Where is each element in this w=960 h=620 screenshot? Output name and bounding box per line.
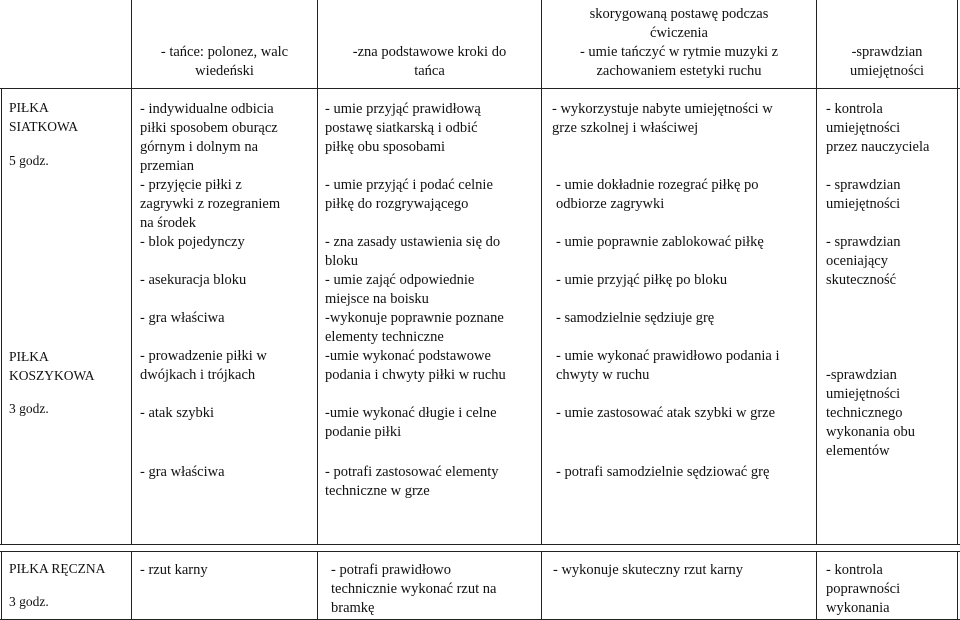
text-line: zachowaniem estetyki ruchu [596, 63, 762, 79]
text-line: -umie wykonać podstawowe [325, 348, 491, 364]
requirements-line [325, 463, 539, 501]
text-line: - blok pojedynczy [140, 234, 245, 250]
extended-line [556, 309, 814, 328]
assessment-line [826, 366, 956, 461]
text-line: umiejętności [826, 120, 901, 136]
text-line: podanie piłki [325, 424, 402, 440]
text-line: -zna podstawowe kroki do [352, 44, 507, 60]
assessment-cell [826, 100, 956, 157]
text-line: umiejętności [826, 386, 901, 402]
text-line: wykonania [826, 600, 890, 616]
text-line: umiejętności [826, 196, 901, 212]
assessment-cell [826, 561, 956, 618]
section-name: PIŁKA RĘCZNA [9, 561, 106, 576]
text-line: - rzut karny [140, 562, 208, 578]
text-line: przemian [140, 158, 194, 174]
text-line: - umie zastosować atak szybki w grze [556, 405, 776, 421]
text-line: piłki sposobem oburącz [140, 120, 278, 136]
text-line: górnym i dolnym na [140, 139, 259, 155]
top-requirements-cell [318, 43, 541, 81]
text-line: - prowadzenie piłki w [140, 348, 267, 364]
content-line [140, 309, 315, 328]
table-rule [957, 551, 958, 620]
extended-line [556, 404, 814, 423]
text-line: - umie przyjąć i podać celnie [325, 177, 493, 193]
text-line: - umie zająć odpowiednie [325, 272, 475, 288]
table-rule [816, 551, 817, 620]
text-line: odbiorze zagrywki [556, 196, 665, 212]
table-rule [1, 88, 2, 544]
text-line: technicznie wykonać rzut na [331, 581, 497, 597]
hours-label: 5 godz. [9, 153, 49, 168]
text-line: oceniający [826, 253, 888, 269]
text-line: ćwiczenia [650, 25, 708, 41]
text-line: na środek [140, 215, 196, 231]
section-name: PIŁKA [9, 349, 49, 364]
text-line: chwyty w ruchu [556, 367, 650, 383]
requirements-cell [325, 100, 539, 157]
text-line: elementy techniczne [325, 329, 444, 345]
text-line: - umie tańczyć w rytmie muzyki z [579, 44, 779, 60]
section-name: SIATKOWA [9, 119, 78, 134]
table-rule [957, 0, 958, 544]
text-line: umiejętności [849, 63, 925, 79]
table-rule [131, 0, 132, 544]
reczna-hours [9, 592, 129, 611]
text-line: - sprawdzian [826, 234, 901, 250]
text-line: -sprawdzian [851, 44, 923, 60]
text-line: grze szkolnej i właściwej [552, 120, 699, 136]
content-cell [140, 561, 315, 580]
extended-line [556, 271, 814, 290]
assessment-line [826, 233, 956, 290]
text-line: - umie poprawnie zablokować piłkę [556, 234, 764, 250]
text-line: piłkę obu sposobami [325, 139, 446, 155]
content-line [140, 404, 315, 423]
requirements-cell [331, 561, 539, 618]
table-rule [131, 551, 132, 620]
text-line: - potrafi prawidłowo [331, 562, 451, 578]
requirements-line [325, 233, 539, 385]
content-cell [140, 100, 315, 252]
top-assessment-cell [817, 43, 957, 81]
siatkowa-hours [9, 151, 129, 170]
extended-cell [553, 561, 814, 580]
text-line: postawę siatkarską i odbić [325, 120, 478, 136]
content-line [140, 463, 315, 482]
text-line: - umie przyjąć prawidłową [325, 101, 481, 117]
extended-line [556, 176, 814, 214]
text-line: piłkę do rozgrywającego [325, 196, 469, 212]
text-line: poprawności [826, 581, 901, 597]
section-name: KOSZYKOWA [9, 368, 95, 383]
text-line: dwójkach i trójkach [140, 367, 256, 383]
text-line: -umie wykonać długie i celne [325, 405, 497, 421]
text-line: - atak szybki [140, 405, 215, 421]
text-line: technicznego [826, 405, 903, 421]
text-line: - umie wykonać prawidłowo podania i [556, 348, 780, 364]
text-line: - tańce: polonez, walc [160, 44, 289, 60]
text-line: skuteczność [826, 272, 897, 288]
text-line: - kontrola [826, 562, 883, 578]
table-rule [541, 0, 542, 544]
content-line [140, 271, 315, 290]
extended-cell [552, 100, 814, 138]
reczna-label [9, 559, 129, 578]
top-content-cell [132, 43, 317, 81]
hours-label: 3 godz. [9, 401, 49, 416]
text-line: - sprawdzian [826, 177, 901, 193]
content-line [140, 347, 315, 385]
text-line: skorygowaną postawę podczas [589, 6, 769, 22]
text-line: - wykonuje skuteczny rzut karny [553, 562, 744, 578]
text-line: - przyjęcie piłki z [140, 177, 242, 193]
text-line: - samodzielnie sędziuje grę [556, 310, 715, 326]
table-rule [317, 551, 318, 620]
text-line: - umie dokładnie rozegrać piłkę po [556, 177, 759, 193]
extended-line [556, 233, 814, 252]
text-line: techniczne w grze [325, 483, 430, 499]
text-line: zagrywki z rozegraniem [140, 196, 281, 212]
text-line: - wykorzystuje nabyte umiejętności w [552, 101, 773, 117]
text-line: elementów [826, 443, 890, 459]
hours-label: 3 godz. [9, 594, 49, 609]
text-line: bloku [325, 253, 359, 269]
text-line: - potrafi samodzielnie sędziować grę [556, 464, 770, 480]
section-name: PIŁKA [9, 100, 49, 115]
text-line: - asekuracja bloku [140, 272, 247, 288]
requirements-line [325, 176, 539, 214]
text-line: wykonania obu [826, 424, 915, 440]
assessment-line [826, 176, 956, 214]
top-extended-cell [542, 5, 816, 81]
text-line: przez nauczyciela [826, 139, 930, 155]
text-line: - indywidualne odbicia [140, 101, 274, 117]
text-line: - gra właściwa [140, 464, 225, 480]
text-line: - kontrola [826, 101, 883, 117]
siatkowa-label [9, 98, 129, 136]
table-rule [541, 551, 542, 620]
text-line: tańca [414, 63, 445, 79]
koszykowa-hours [9, 399, 129, 418]
text-line: podania i chwyty piłki w ruchu [325, 367, 506, 383]
requirements-line [325, 404, 539, 442]
text-line: - umie przyjąć piłkę po bloku [556, 272, 728, 288]
text-line: bramkę [331, 600, 375, 616]
text-line: - gra właściwa [140, 310, 225, 326]
table-rule [0, 544, 960, 545]
text-line: -sprawdzian [826, 367, 897, 383]
text-line: - zna zasady ustawienia się do [325, 234, 501, 250]
table-rule [816, 0, 817, 544]
table-rule [1, 551, 2, 620]
text-line: wiedeński [195, 63, 254, 79]
koszykowa-label [9, 347, 129, 385]
text-line: miejsce na boisku [325, 291, 429, 307]
text-line: - potrafi zastosować elementy [325, 464, 499, 480]
extended-line [556, 463, 814, 482]
text-line: -wykonuje poprawnie poznane [325, 310, 504, 326]
table-rule [317, 0, 318, 544]
extended-line [556, 347, 814, 385]
